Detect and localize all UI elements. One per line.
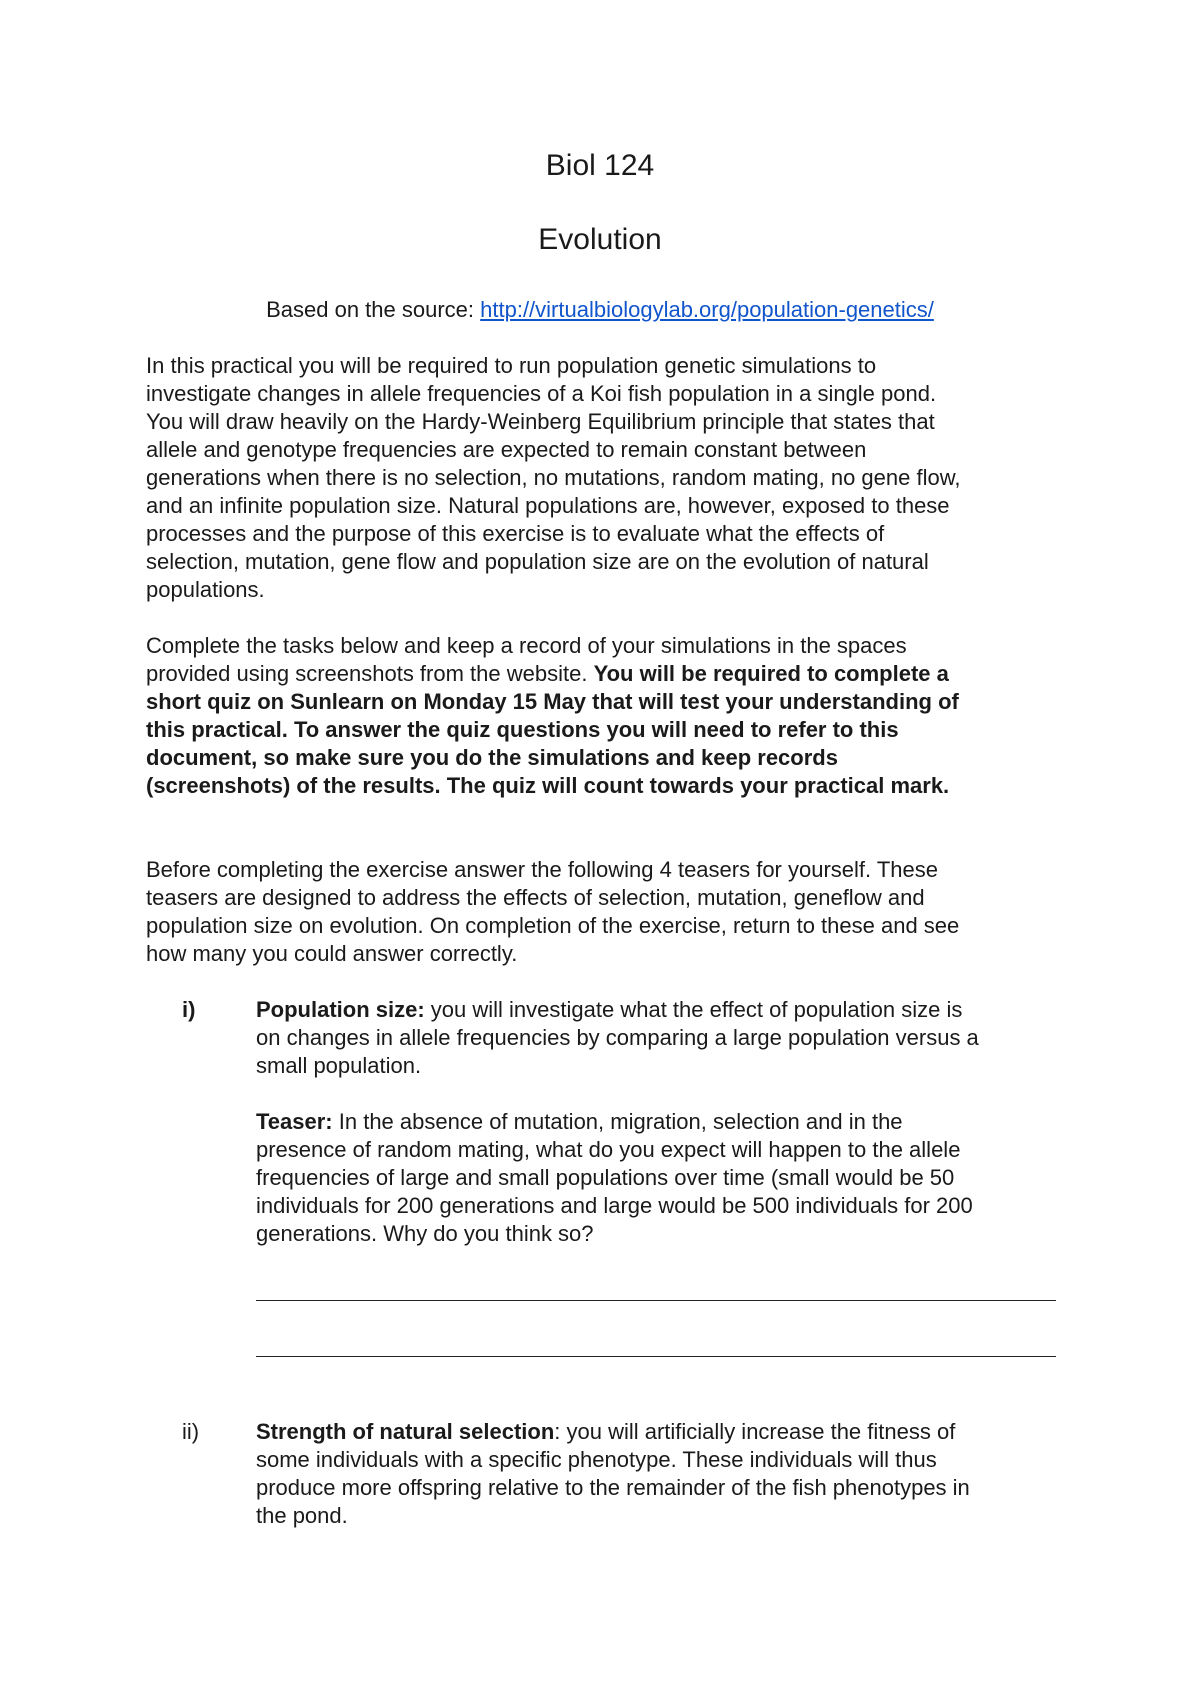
text-line: individuals for 200 generations and large would be 500 individuals for 200 (256, 1193, 973, 1218)
course-title: Biol 124 (545, 149, 655, 182)
text-line (256, 1418, 1066, 1446)
text-line: populations. (146, 577, 265, 602)
text-line: frequencies of large and small populations over time (small would be 50 (256, 1165, 955, 1190)
text-bold: You will be required to complete a (593, 661, 949, 686)
text-line: selection, mutation, gene flow and population size are on the evolution of natural (146, 549, 929, 574)
text-line: processes and the purpose of this exercise is to evaluate what the effects of (146, 521, 885, 546)
text-line (146, 660, 1066, 688)
source-prefix: Based on the source: (266, 297, 481, 322)
text-line: In this practical you will be required to run population genetic simulations to (146, 353, 877, 378)
source-line (0, 296, 1200, 324)
text-plain: provided using screenshots from the website. (146, 661, 594, 686)
answer-line[interactable] (256, 1300, 1056, 1301)
text-line: how many you could answer correctly. (146, 941, 518, 966)
text-line: and an infinite population size. Natural populations are, however, exposed to these (146, 493, 950, 518)
item-number: ii) (182, 1419, 200, 1444)
text-line: investigate changes in allele frequencies of a Koi fish population in a single pond. (146, 381, 937, 406)
topic-title: Evolution (538, 223, 662, 256)
text-plain: In the absence of mutation, migration, selection and in the (332, 1109, 903, 1134)
text-line: the pond. (256, 1503, 348, 1528)
text-line: population size on evolution. On completion of the exercise, return to these and see (146, 913, 960, 938)
bold-line: this practical. To answer the quiz questions you will need to refer to this (146, 717, 899, 742)
item-population-size (256, 996, 1066, 1080)
text-plain: you will investigate what the effect of population size is (424, 997, 963, 1022)
text-line (256, 996, 1066, 1024)
source-link[interactable]: http://virtualbiologylab.org/population-genetics/ (480, 297, 934, 322)
text-plain: : you will artificially increase the fitness of (554, 1419, 956, 1444)
item-heading: Population size: (256, 997, 425, 1022)
item-heading: Strength of natural selection (256, 1419, 555, 1444)
text-line: on changes in allele frequencies by comparing a large population versus a (256, 1025, 979, 1050)
text-line: some individuals with a specific phenotype. These individuals will thus (256, 1447, 937, 1472)
teaser-label: Teaser: (256, 1109, 333, 1134)
intro-paragraph (146, 352, 1066, 604)
text-line: Before completing the exercise answer the following 4 teasers for yourself. These (146, 857, 938, 882)
teasers-intro-paragraph (146, 856, 1066, 968)
text-line: You will draw heavily on the Hardy-Weinberg Equilibrium principle that states that (146, 409, 935, 434)
text-line: Complete the tasks below and keep a record of your simulations in the spaces (146, 633, 907, 658)
text-line: small population. (256, 1053, 422, 1078)
tasks-paragraph (146, 632, 1066, 800)
answer-line[interactable] (256, 1356, 1056, 1357)
text-line: presence of random mating, what do you expect will happen to the allele (256, 1137, 961, 1162)
text-line: teasers are designed to address the effects of selection, mutation, geneflow and (146, 885, 925, 910)
bold-line: short quiz on Sunlearn on Monday 15 May that will test your understanding of (146, 689, 959, 714)
item-number: i) (182, 997, 196, 1022)
text-line: generations when there is no selection, no mutations, random mating, no gene flow, (146, 465, 961, 490)
item-natural-selection (256, 1418, 1066, 1530)
text-line: allele and genotype frequencies are expected to remain constant between (146, 437, 867, 462)
teaser-paragraph (256, 1108, 1066, 1248)
bold-line: (screenshots) of the results. The quiz will count towards your practical mark. (146, 773, 950, 798)
text-line (256, 1108, 1066, 1136)
text-line: generations. Why do you think so? (256, 1221, 594, 1246)
text-line: produce more offspring relative to the remainder of the fish phenotypes in (256, 1475, 970, 1500)
bold-line: document, so make sure you do the simulations and keep records (146, 745, 838, 770)
